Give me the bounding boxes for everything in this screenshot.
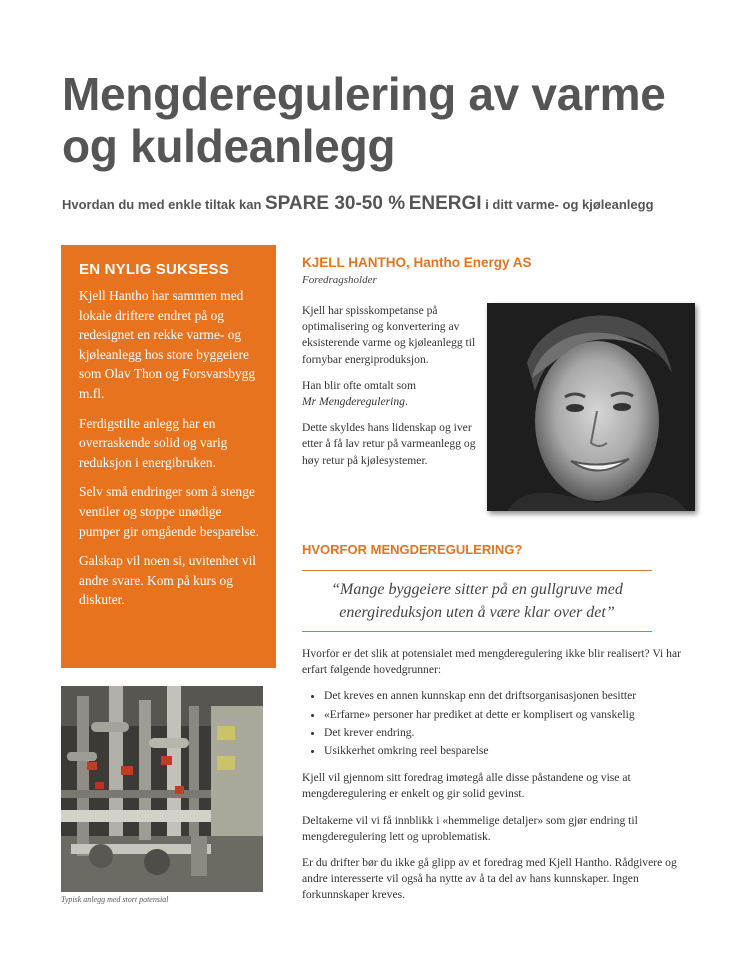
list-item: • «Erfarne» personer har prediket at dette er komplisert og vanskelig <box>324 707 702 723</box>
subtitle-emphasis-1: SPARE 30-50 % <box>265 193 406 214</box>
page-title <box>62 68 722 172</box>
why-heading: HVORFOR MENGDEREGULERING? <box>302 542 523 557</box>
list-item: • Det kreves en annen kunnskap enn det driftsorganisasjonen besitter <box>324 688 702 704</box>
why-paragraph: Kjell vil gjennom sitt foredrag imøtegå alle disse påstandene og vise at mengderegulering er enkelt og gir solid gevinst. <box>302 771 631 801</box>
quote-line-1: “Mange byggeiere sitter på en gullgruve med <box>331 581 623 598</box>
why-paragraph: Er du drifter bør du ikke gå glipp av et foredrag med Kjell Hantho. Rådgivere og andre interesserte vil også ha nytte av å ta del av hans kunnskaper. Ingen forkunnskaper kreves. <box>302 856 677 902</box>
subtitle <box>62 193 742 215</box>
speaker-portrait <box>487 303 695 511</box>
subtitle-emphasis-2: ENERGI <box>408 193 482 214</box>
title-line-1: Mengderegulering av varme <box>62 68 666 120</box>
why-paragraph: Deltakerne vil vi få innblikk i «hemmelige detaljer» som gjør endring til mengderegulering lett og uproblematisk. <box>302 813 638 843</box>
bio-paragraph: Kjell har spisskompetanse på optimalisering og konvertering av eksisterende varme og kjøleanlegg til fornybar energiproduksjon. <box>302 304 476 366</box>
bio-nickname: Mr Mengderegulering <box>302 395 405 409</box>
bio-period: . <box>404 395 408 409</box>
speaker-bio <box>302 303 482 479</box>
bio-paragraph <box>302 378 482 410</box>
quote-line-2: energireduksjon uten å være klar over det” <box>339 604 615 621</box>
subtitle-part-2: i ditt varme- og kjøleanlegg <box>481 197 654 212</box>
sidebar-paragraph: Ferdigstilte anlegg har en overraskende solid og varig reduksjon i energibruken. <box>79 415 228 470</box>
subtitle-part-1: Hvordan du med enkle tiltak kan <box>62 197 265 212</box>
plant-room-photo <box>61 686 263 892</box>
list-item: • Usikkerhet omkring reel besparelse <box>324 743 702 759</box>
success-sidebar <box>61 245 276 668</box>
reasons-list <box>302 688 702 759</box>
pull-quote <box>302 570 652 632</box>
speaker-role: Foredragsholder <box>302 274 377 286</box>
bio-paragraph: Dette skyldes hans lidenskap og iver etter å få lav retur på varmeanlegg og høy retur på kjølesystemer. <box>302 421 476 467</box>
list-item: • Det krever endring. <box>324 725 702 741</box>
sidebar-heading: EN NYLIG SUKSESS <box>79 261 229 278</box>
title-line-2: og kuldeanlegg <box>62 120 396 172</box>
bio-nickname-intro: Han blir ofte omtalt som <box>302 378 416 392</box>
speaker-name: KJELL HANTHO, Hantho Energy AS <box>302 255 532 270</box>
sidebar-paragraph: Selv små endringer som å stenge ventiler og stoppe unødige pumper gir omgående besparelse. <box>79 484 259 539</box>
why-body <box>302 646 702 914</box>
sidebar-paragraph: Galskap vil noen si, uvitenhet vil andre svare. Kom på kurs og diskuter. <box>79 553 257 608</box>
photo-caption: Typisk anlegg med stort potensial <box>61 895 169 904</box>
sidebar-paragraph: Kjell Hantho har sammen med lokale driftere endret på og redesignet en rekke varme- og kjøleanlegg hos store byggeiere som Olav Thon og Forsvarsbygg m.fl. <box>79 288 256 401</box>
why-intro: Hvorfor er det slik at potensialet med mengderegulering ikke blir realisert? Vi har erfart følgende hovedgrunner: <box>302 647 681 677</box>
